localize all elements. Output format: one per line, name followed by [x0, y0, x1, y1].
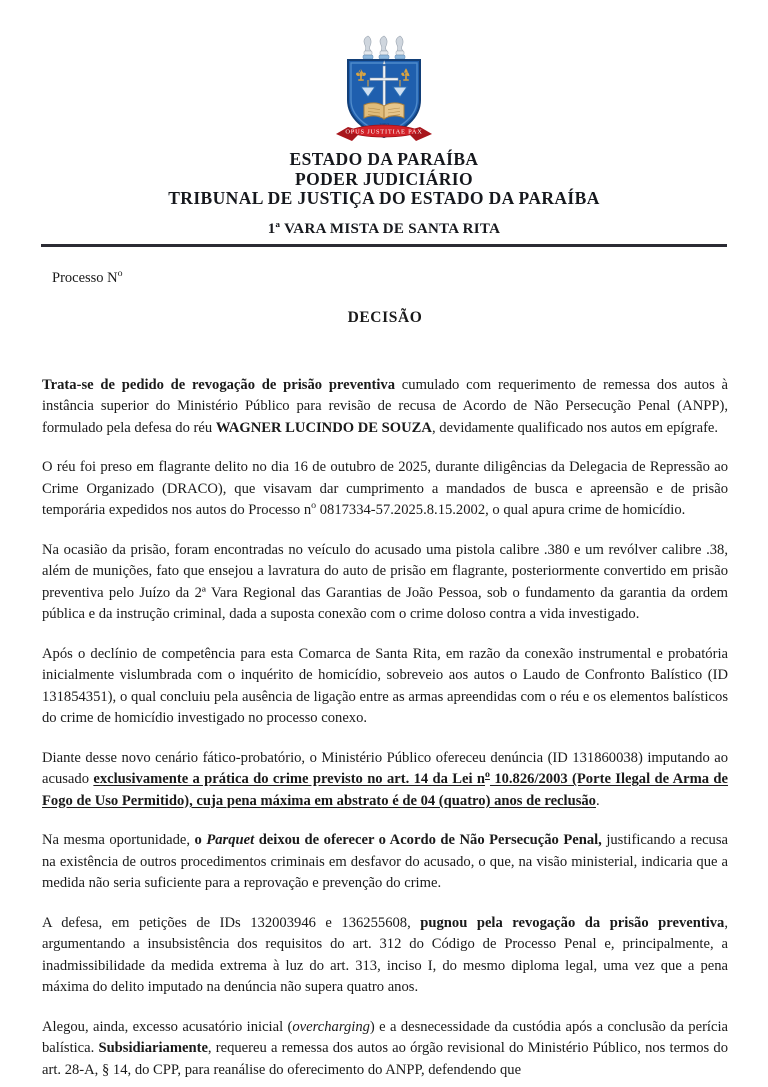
processo-label: Processo N [52, 269, 118, 286]
page-title: DECISÃO [347, 308, 423, 326]
paragraph-8 [42, 1017, 728, 1082]
p6-run-bold-o: o [194, 832, 207, 848]
p6-run-bold-italic-parquet: Parquet [206, 832, 255, 848]
p2-run-1: O réu foi preso em flagrante delito no dia 16 de outubro de 2025, durante diligências da Delegacia de Repressão ao Crime Organizado (DRACO), que visavam dar cumprimento a mandados de busca e apreensão e de prisão temporária expedidos nos autos do Processo n [42, 459, 728, 518]
p5-run-1: Diante desse novo cenário fático-probatório, o Ministério Público ofereceu denúncia (ID 131860038) imputando ao acusado [42, 749, 728, 787]
p4-run-1: Após o declínio de competência para esta Comarca de Santa Rita, em razão da conexão instrumental e probatória inicialmente vislumbrada com o inquérito de homicídio, sobreveio aos autos o Laudo de Confronto Balístico (ID 131854351), o qual concluiu pela ausência de ligação entre as armas apreendidas com o réu e os elementos balísticos do crime de homicídio investigado no processo conexo. [42, 645, 728, 726]
document-header [0, 150, 768, 238]
p7-run-bold-pugnou: pugnou pela revogação da prisão preventiva [420, 914, 725, 931]
header-line-vara: 1ª VARA MISTA DE SANTA RITA [267, 220, 501, 237]
p5-ordinal: o [485, 769, 490, 781]
paragraph-4 [42, 644, 728, 730]
paragraph-3 [42, 540, 728, 626]
p1-run-4: , devidamente qualificado nos autos em epígrafe. [431, 419, 719, 436]
p7-run-3: , argumentando a insubsistência dos requisitos do art. 312 do Código de Processo Penal e, principalmente, a inadmissibilidade da medida extrema à luz do art. 313, inciso I, do mesmo diploma legal, uma vez que a pena máxima do delito imputado na denúncia não supera quatro anos. [42, 914, 728, 995]
p6-run-bold-anpp: deixou de oferecer o Acordo de Não Persecução Penal, [254, 832, 602, 848]
p8-run-italic-overcharging: overcharging [292, 1018, 370, 1035]
header-line-poder-judiciario: PODER JUDICIÁRIO [294, 168, 473, 189]
emblem-motto: OPUS JUSTITIAE PAX [345, 128, 423, 136]
p1-run-2: cumulado com requerimento de remessa dos autos à instância superior do Ministério Público para revisão de recusa de Acordo de Não Persecução Penal (ANPP), formulado pela defesa do réu [42, 376, 728, 436]
p6-run-5: justificando a recusa na existência de outros procedimentos criminais em desfavor do acusado, o que, na visão ministerial, indicaria que a medida não seria suficiente para a reprovação e prevenção do crime. [42, 832, 728, 891]
p5-run-3: . [595, 792, 600, 809]
paragraph-1 [42, 375, 728, 440]
header-line-estado: ESTADO DA PARAÍBA [289, 149, 479, 169]
p3-run-1: Na ocasião da prisão, foram encontradas no veículo do acusado uma pistola calibre .380 e um revólver calibre .38, além de munições, fato que ensejou a lavratura do auto de prisão em flagrante, posteriormente convertido em prisão preventiva pelo Juízo da 2ª Vara Regional das Garantias de João Pessoa, sob o fundamento da garantia da ordem pública e da instrução criminal, dada a suposta conexão com o crime doloso contra a vida investigado. [42, 541, 728, 622]
p2-ordinal: o [311, 500, 317, 512]
header-divider [41, 244, 727, 247]
coat-of-arms-icon [332, 34, 436, 146]
p1-run-bold-defendant-name: WAGNER LUCINDO DE SOUZA [215, 419, 432, 436]
paragraph-7 [42, 913, 728, 999]
p5-run-bold-underline-b: 10.826/2003 (Porte Ilegal de Arma de Fogo de Uso Permitido), cuja pena máxima em abstrato é de 04 (quatro) anos de reclusão [42, 771, 729, 809]
document-body [0, 269, 768, 1082]
p8-run-1: Alegou, ainda, excesso acusatório inicial ( [42, 1018, 293, 1035]
p8-run-5: , requereu a remessa dos autos ao órgão revisional do Ministério Público, nos termos do art. 28-A, § 14, do CPP, para reanálise do oferecimento do ANPP, defendendo que [42, 1040, 728, 1078]
p1-run-bold-trata-se: Trata-se de pedido de revogação de prisão preventiva [42, 376, 396, 393]
p7-run-1: A defesa, em petições de IDs 132003946 e 136255608, [42, 914, 421, 931]
p8-run-3: ) e a desnecessidade da custódia após a conclusão da perícia balística. [42, 1018, 728, 1056]
p2-run-3: 0817334-57.2025.8.15.2002, o qual apura crime de homicídio. [316, 502, 686, 518]
paragraph-2 [42, 457, 728, 522]
processo-number-line [52, 269, 728, 287]
p8-run-bold-subsidiariamente: Subsidiariamente [98, 1040, 208, 1056]
paragraph-6 [42, 830, 728, 895]
processo-ordinal: o [117, 267, 123, 279]
paragraph-5 [42, 748, 728, 813]
p5-run-bold-underline-a: exclusivamente a prática do crime previsto no art. 14 da Lei n [93, 771, 486, 787]
header-line-tribunal: TRIBUNAL DE JUSTIÇA DO ESTADO DA PARAÍBA [168, 188, 600, 208]
emblem-container [0, 0, 768, 150]
p6-run-1: Na mesma oportunidade, [42, 832, 195, 848]
